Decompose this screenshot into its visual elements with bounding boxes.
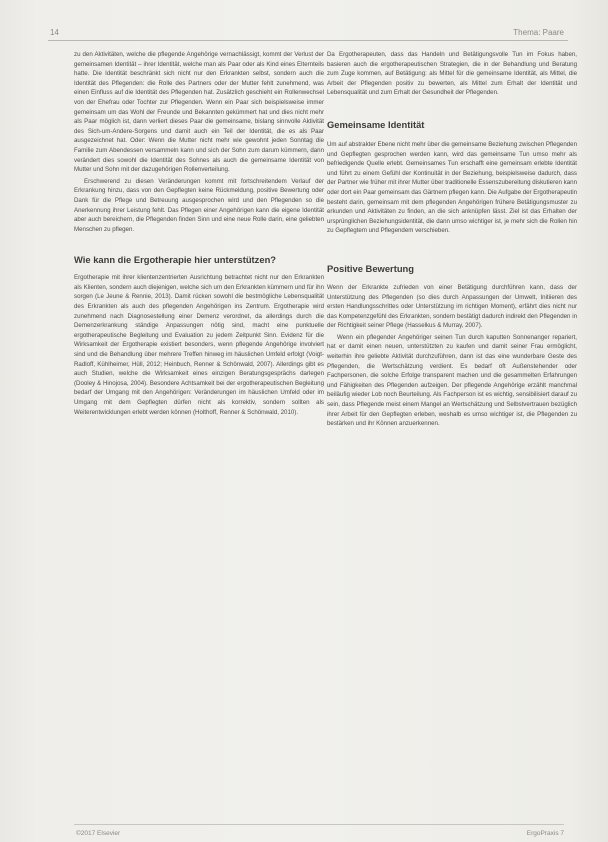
footer-rule xyxy=(74,824,564,825)
footer-journal: ErgoPraxis 7 xyxy=(526,830,564,837)
section-heading: Positive Bewertung xyxy=(327,262,414,274)
paragraph: Um auf abstrakter Ebene nicht mehr über die gemeinsame Beziehung zwischen Pflegenden und Gepflegten gesprochen werden kann, wird das gemeinsame Tun umso mehr als befriedigende Quelle erlebt. Gemeinsames Tun erschafft eine gemeinsam erlebte Identität und führt zu einem Gefühl der Kontinuität in der Beziehung, beispielsweise dadurch, dass der Partner wie früher mit ihrer Mutter über traditionelle Essenszubereitung diskutieren kann oder dort ein Paar gemeinsam das Gärtnern pflegen kann. Die Aufgabe der Ergotherapeutin besteht darin, gemeinsam mit dem pflegenden Angehörigen frühere Betätigungsmuster zu erkunden und Aktivitäten zu finden, an die sich anknüpfen lässt. Ziel ist das Erhalten der ursprünglichen Beziehungsidentität, die dann umso wichtiger ist, je mehr sich die Rollen hin zu Gepflegtem und Pflegendem verschieben. xyxy=(327,140,577,235)
right-column xyxy=(327,50,577,431)
paragraph: Erschwerend zu diesen Veränderungen kommt mit fortschreitendem Verlauf der Erkrankung hinzu, dass von den Gepflegten keine Rückmeldung, positive Bewertung oder Dank für die Pflege und Betreuung ausgesprochen wird und den Pflegenden so die Anerkennung ihrer Leistung fehlt. Das Pflegen einer Angehörigen kann die eigene Identität aber auch bereichern, die Pflegenden finden Sinn und eine neue Rolle darin, eine geliebten Menschen zu pflegen. xyxy=(74,177,324,233)
header-rule xyxy=(48,40,568,41)
paragraph: Wenn der Erkrankte zufrieden von einer Betätigung durchführen kann, dass der Unterstützung des Pflegenden (so dies durch Anpassungen der Umwelt, Initiieren des ersten Handlungsschrittes oder Unterstützung im richtigen Moment), erfährt dies nicht nur das Kompetenzgefühl des Erkrankten, sondern bestätigt dadurch indirekt den Pflegenden in der Richtigkeit seiner Pflege (Hasselkus & Murray, 2007). xyxy=(327,283,577,330)
page-number: 14 xyxy=(50,28,59,37)
paragraph: Da Ergotherapeuten, dass das Handeln und Betätigungsvolle Tun im Fokus haben, basieren auch die ergotherapeutischen Strategien, die in der Behandlung und Beratung zum Zuge kommen, auf Betätigung: als Mittel für die gemeinsame Identität, als Mittel, die Arbeit der Pflegenden positiv zu bewerten, als Mittel zum Erhalt der Identität und Lebensqualität und zum Erhalt der Gesundheit der Pflegenden. xyxy=(327,51,577,97)
footer-copyright: ©2017 Elsevier xyxy=(76,830,121,837)
paragraph: zu den Aktivitäten, welche die pflegende Angehörige vernachlässigt, kommt der Verlust der gemeinsamen Identität – ihrer Identität, welche man als Paar oder als Kind eines Elternteils hatte. Die Identität beschränkt sich nicht nur den Erkrankten selbst, sondern auch die Identität des Pflegenden: die Rolle des Partners oder der Mutter fehlt zunehmend, was einen Einfluss auf die Identität des Pflegenden hat. Zusätzlich geschieht ein Rollenwechsel von der Ehefrau oder Tochter zur Pflegenden. Wenn ein Paar sich beispielsweise immer gemeinsam um das Wohl der Freunde und Bekannten gekümmert hat und dies nicht mehr als Paar möglich ist, dann verliert dieses Paar die gemeinsame, bislang sinnvolle Aktivität des Sich-um-Andere-Sorgens und damit auch ein Teil der Identität, die es als Paar ausgezeichnet hat. Oder: Wenn die Mutter nicht mehr wie gewohnt jeden Sonntag die Familie zum Abendessen versammeln kann und sich der Sohn zum darum kümmern, dann verändert dies sowohl die Identität des Sohnes als auch die gemeinsame Identität von Mutter und Sohn mit der dazugehörigen Rollenverteilung. xyxy=(74,51,324,174)
paragraph: Wenn ein pflegender Angehöriger seinen Tun durch kaputten Sonnenanger repariert, hat er damit einen neuen, unterstützten zu kaufen und damit seiner Frau ermöglicht, weiterhin ihre geliebte Aktivität durchzuführen, dann ist das eine wunderbare Geste des Pflegenden, die Wertschätzung verdient. Es bedarf oft Außenstehender oder Fachpersonen, die solche Erfolge transparent machen und die gesammelten Erfahrungen und Fähigkeiten des Pflegenden aufzeigen. Der pflegende Angehörige erzählt manchmal beiläufig wieder Lob noch Beurteilung. Als Fachperson ist es wichtig, sensibilisiert darauf zu sein, dass Pflegende meist einem Mangel an Wertschätzung und Selbstvertrauen bezüglich ihrer Arbeit für den Gepflegten erleben, weshalb es umso wichtiger ist, die Pflegenden zu bestärken und ihr Können anzuerkennen. xyxy=(327,333,577,428)
section-heading: Gemeinsame Identität xyxy=(327,118,425,130)
paragraph: Ergotherapie mit ihrer klientenzentrierten Ausrichtung betrachtet nicht nur den Erkrankten als Klienten, sondern auch diejenigen, welche sich um den Erkrankten kümmern und für ihn sorgen (Le Jeune & Rennie, 2013). Damit rücken sowohl die bestmögliche Lebensqualität des Erkrankten als auch des pflegenden Angehörigen ins Zentrum. Ergotherapie wird zunehmend nach Diagnosestellung einer Demenz verordnet, da allerdings durch die Demenzerkrankung ständige Anpassungen nötig sind, macht eine punktuelle ergotherapeutische Begleitung und Evaluation zu jedem Zeitpunkt Sinn. Evidenz für die Wirksamkeit der Ergotherapie existiert besonders, wenn pflegende Angehörige involviert sind und die Behandlung über mehrere Treffen hinweg im häuslichen Umfeld erfolgt (Voigt-Radloff, Kühlheimer, Hüll, 2012; Heinbuch, Renner & Schönwald, 2007). Allerdings gibt es auch Studien, welche die Wirksamkeit eines einzigen Beratungsgesprächs darlegen (Dooley & Hinojosa, 2004). Besondere Achtsamkeit bei der ergotherapeutischen Begleitung bedarf der Umgang mit den Angehörigen: Veränderungen im häuslichen Umfeld oder im Umgang mit dem Gepflegten dürfen nicht als korrektiv, sondern sollten als Weiterentwicklungen erlebt werden können (Holthoff, Renner & Schönwald, 2010). xyxy=(74,274,324,416)
left-column xyxy=(74,50,324,419)
running-head: Thema: Paare xyxy=(513,28,564,37)
section-heading: Wie kann die Ergotherapie hier unterstützen? xyxy=(74,254,277,266)
